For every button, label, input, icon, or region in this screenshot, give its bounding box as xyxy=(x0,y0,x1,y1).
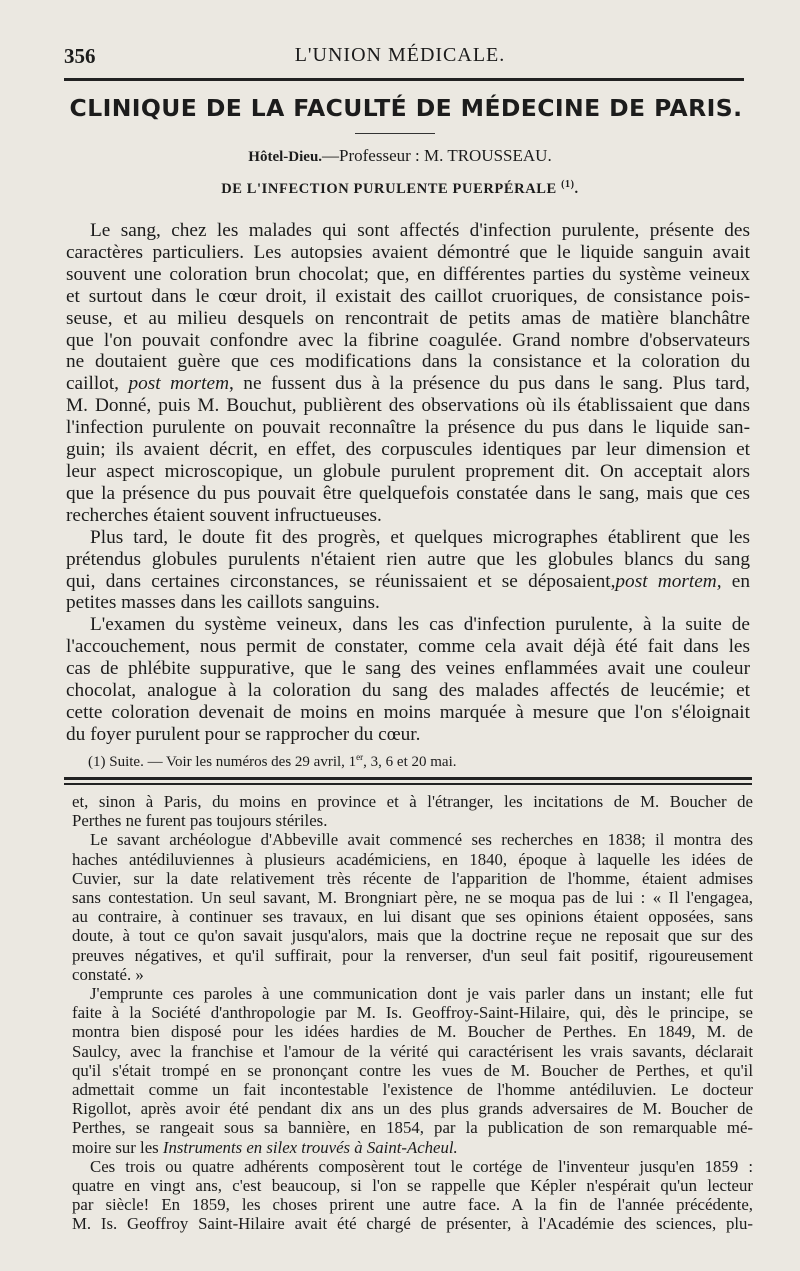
text-line: recherches étaient souvent infructueuses. xyxy=(66,504,382,526)
section-rule xyxy=(64,783,752,785)
text-line: et surtout dans le cœur droit, il existait des caillot cruoriques, de consistance pois- xyxy=(66,285,750,307)
byline-professor: —Professeur : M. TROUSSEAU. xyxy=(322,146,552,165)
text-line xyxy=(66,373,750,395)
text-line: sans contestation. Un seul savant, M. Brongniart père, ne se moqua pas de lui : « Il l'engagea, xyxy=(72,888,753,908)
text-line xyxy=(66,571,750,593)
article-body xyxy=(66,220,750,746)
text-line: J'emprunte ces paroles à une communication dont je vais parler dans un instant; elle fut xyxy=(90,984,753,1004)
italic-title: Instruments en silex trouvés à Saint-Acheul. xyxy=(162,1137,458,1157)
text-line: M. Donné, puis M. Bouchut, publièrent des observations où ils établissaient que dans xyxy=(66,395,750,417)
article-heading: CLINIQUE DE LA FACULTÉ DE MÉDECINE DE PARIS. xyxy=(69,94,743,122)
running-head xyxy=(0,44,800,70)
text-line: que l'on pouvait confondre avec la fibrine coagulée. Grand nombre d'observateurs xyxy=(66,329,750,351)
page-number: 356 xyxy=(64,44,96,68)
italic-phrase: post mortem, xyxy=(615,570,722,592)
text-line: qu'il s'était trompé en se prononçant contre les vues de M. Boucher de Perthes, et qu'il xyxy=(72,1060,753,1080)
text-line: caractères particuliers. Les autopsies avaient démontré que le liquide sanguin avait xyxy=(66,241,750,263)
text-line: admettait comme un fait incontestable l'existence de l'homme antédiluvien. Le docteur xyxy=(72,1080,753,1100)
paragraph xyxy=(72,830,753,984)
text-fragment: qui, dans certaines circonstances, se réunissaient et se déposaient, xyxy=(66,570,616,592)
text-line: Perthes, se rangeait sous sa bannière, en 1854, par la publication de son remarquable mé- xyxy=(72,1118,753,1138)
heading-divider xyxy=(355,133,435,134)
paragraph xyxy=(72,1157,753,1234)
text-line: prétendus globules purulents n'étaient rien autre que les globules blancs du sang xyxy=(66,548,750,570)
text-line: l'accouchement, nous permit de constater, comme cela avait déjà été fait dans les xyxy=(66,636,750,658)
text-line: Plus tard, le doute fit des progrès, et quelques micrographes établirent que les xyxy=(90,526,750,548)
footnote-text: (1) Suite. — Voir les numéros des 29 avril, 1 xyxy=(88,754,357,770)
text-fragment: caillot, xyxy=(66,373,129,395)
footnote xyxy=(88,752,748,771)
text-fragment: moire sur les xyxy=(72,1137,163,1157)
text-line: Le sang, chez les malades qui sont affectés d'infection purulente, présente des xyxy=(90,220,750,241)
text-line: doute, à tout ce qu'on savait jusqu'alors, mais que la doctrine reçue ne reposait que sur des xyxy=(72,926,753,946)
section-rule xyxy=(64,777,752,780)
byline-place: Hôtel-Dieu. xyxy=(248,149,323,165)
paragraph xyxy=(66,527,750,615)
text-line: ne doutaient guère que ces modifications dans la consistance et la coloration du xyxy=(66,351,750,373)
text-line: faite à la Société d'anthropologie par M. Is. Geoffroy-Saint-Hilaire, qui, dès le principe, se xyxy=(72,1003,753,1023)
paragraph xyxy=(66,614,750,745)
byline xyxy=(0,146,800,166)
text-line: guin; ils avaient décrit, en effet, des corpuscules identiques par leur dimension et xyxy=(66,439,750,461)
text-line: montra bien disposé pour les idées hardies de M. Boucher de Perthes. En 1849, M. de xyxy=(72,1022,753,1042)
text-line: et, sinon à Paris, du moins en province et à l'étranger, les incitations de M. Boucher de xyxy=(72,792,753,811)
text-fragment: en xyxy=(721,570,750,592)
text-line: au contraire, à continuer ses travaux, en lui disant que ses opinions étaient opposées, sans xyxy=(72,907,753,927)
text-line: Ces trois ou quatre adhérents composèrent tout le cortége de l'inventeur jusqu'en 1859 : xyxy=(90,1156,753,1176)
text-line xyxy=(72,1138,753,1157)
text-line: leur aspect microscopique, un globule purulent proprement dit. On acceptait alors xyxy=(66,460,750,482)
text-line: l'infection purulente on pouvait reconnaître la présence du pus dans le liquide san- xyxy=(66,417,750,439)
article-subtitle: DE L'INFECTION PURULENTE PUERPÉRALE $^{(1)}$. xyxy=(221,179,579,197)
footnote-superscript: er xyxy=(356,752,364,762)
text-line: Saulcy, avec la franchise et l'amour de la vérité qui caractérisent les vrais savants, déclarait xyxy=(72,1041,753,1061)
text-line: cas de phlébite suppurative, que le sang des veines enflammées avait une couleur xyxy=(66,658,750,680)
header-rule xyxy=(64,78,744,81)
text-line: chocolat, analogue à la coloration du sang des malades affectés de leucémie; et xyxy=(66,680,750,702)
text-line: quatre en vingt ans, c'est beaucoup, si l'on se rappelle que Képler n'espérait qu'un lecteur xyxy=(72,1176,753,1196)
text-line: seuse, et au milieu desquels on rencontrait de petits amas de matière blanchâtre xyxy=(66,307,750,329)
subtitle-text: DE L'INFECTION PURULENTE PUERPÉRALE xyxy=(221,180,557,197)
text-line: Cuvier, sur la date relativement très récente de l'apparition de l'homme, étaient admises xyxy=(72,868,753,888)
text-line: Perthes ne furent pas toujours stériles. xyxy=(72,811,328,831)
text-line: Le savant archéologue d'Abbeville avait commencé ses recherches en 1838; il montra des xyxy=(90,830,753,850)
text-line: Rigollot, après avoir été pendant dix ans un des plus grands adversaires de M. Boucher de xyxy=(72,1099,753,1119)
text-line: haches antédiluviennes à plusieurs académiciens, en 1840, époque à laquelle les idées de xyxy=(72,849,753,869)
text-line: petites masses dans les caillots sanguins. xyxy=(66,592,380,614)
footnote-marker: (1) xyxy=(561,179,575,190)
text-fragment: , ne fussent dus à la présence du pus dans le sang. Plus tard, xyxy=(229,373,751,395)
feuilleton-body xyxy=(72,792,753,1234)
italic-phrase: post mortem xyxy=(128,373,230,395)
text-line: par siècle! En 1859, les choses prirent une autre face. A la fin de l'année précédente, xyxy=(72,1195,753,1215)
footnote-text-end: , 3, 6 et 20 mai. xyxy=(363,754,457,770)
text-line: du foyer purulent pour se rapprocher du cœur. xyxy=(66,723,421,745)
text-line: que la présence du pus pouvait être quelquefois constatée dans le sang, mais que ces xyxy=(66,482,750,504)
text-line: souvent une coloration brun chocolat; que, en différentes parties du système veineux xyxy=(66,263,750,285)
text-line: cette coloration devenait de moins en moins marquée à mesure que l'on s'éloignait xyxy=(66,701,750,723)
paragraph xyxy=(72,984,753,1157)
text-line: L'examen du système veineux, dans les cas d'infection purulente, à la suite de xyxy=(90,614,750,636)
journal-title: L'UNION MÉDICALE. xyxy=(294,44,506,66)
paragraph xyxy=(66,220,750,527)
text-line: M. Is. Geoffroy Saint-Hilaire avait été chargé de présenter, à l'Académie des sciences, plu- xyxy=(72,1214,753,1234)
text-line: constaté. » xyxy=(72,964,144,984)
text-line: preuves négatives, et qu'il suffirait, pour la renverser, d'un seul fait positif, rigoureusement xyxy=(72,945,753,965)
paragraph xyxy=(72,792,753,830)
